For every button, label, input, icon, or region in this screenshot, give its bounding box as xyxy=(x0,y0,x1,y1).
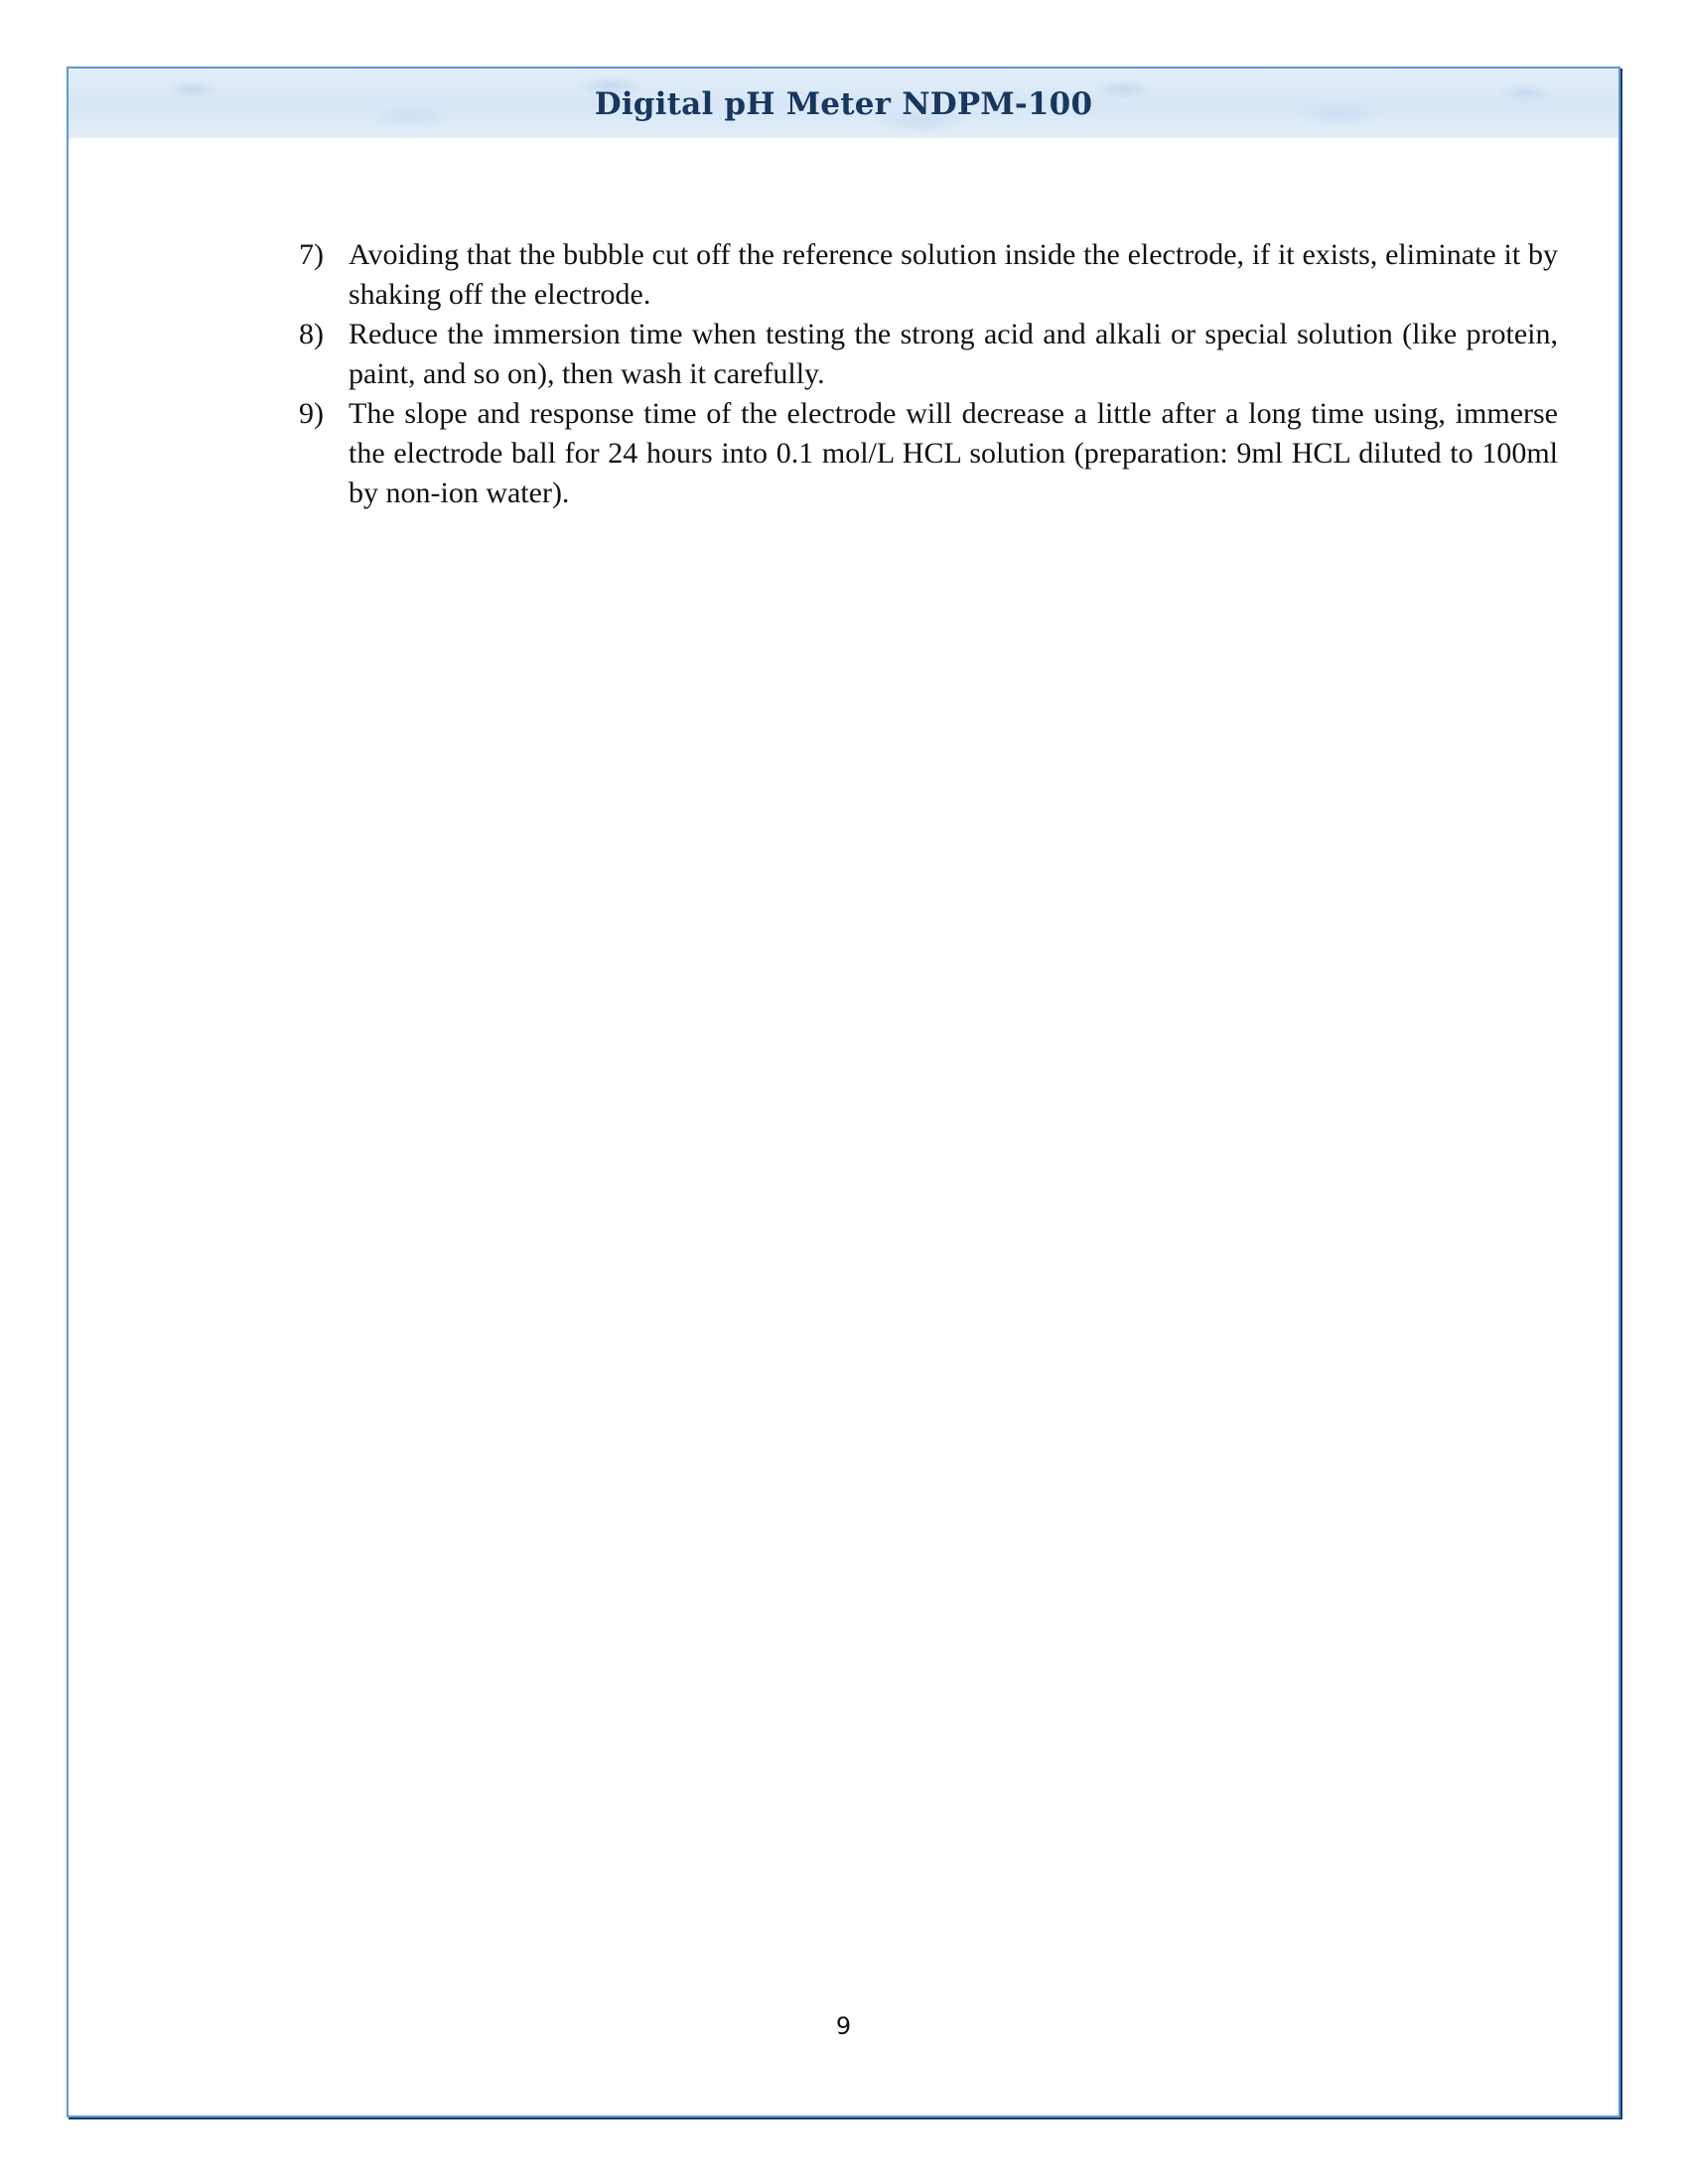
maintenance-list xyxy=(299,235,1558,513)
page-number: 9 xyxy=(835,2012,852,2040)
page-title: Digital pH Meter NDPM-100 xyxy=(594,86,1093,122)
list-item-number: 7) xyxy=(299,238,324,271)
header-bar xyxy=(69,68,1618,138)
list-item xyxy=(299,315,1558,394)
list-item-text: Avoiding that the bubble cut off the reference solution inside the electrode, if it exists, eliminate it by shaking off the electrode. xyxy=(349,238,1558,311)
page-frame xyxy=(67,67,1620,2117)
list-item xyxy=(299,235,1558,315)
list-item-text: The slope and response time of the electrode will decrease a little after a long time using, immerse the electrode ball for 24 hours into 0.1 mol/L HCL solution (preparation: 9ml HCL diluted to 100ml by non-ion water). xyxy=(349,397,1558,509)
page-content xyxy=(299,235,1558,513)
list-item xyxy=(299,394,1558,513)
list-item-text: Reduce the immersion time when testing the strong acid and alkali or special solution (like protein, paint, and so on), then wash it carefully. xyxy=(349,318,1558,390)
list-item-number: 9) xyxy=(299,397,324,430)
list-item-number: 8) xyxy=(299,318,324,350)
